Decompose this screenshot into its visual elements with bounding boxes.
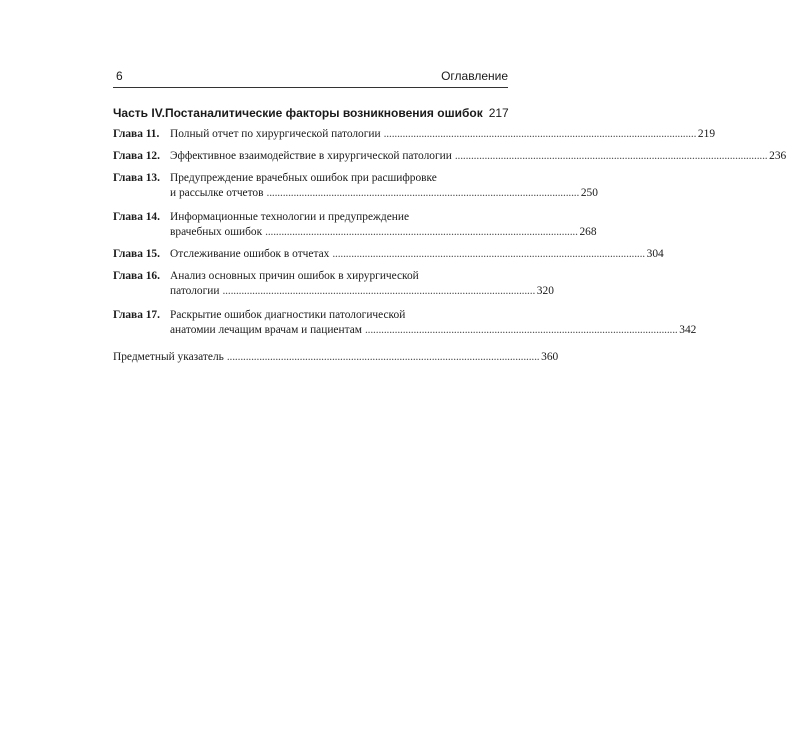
chapter-label: Глава 14. (113, 211, 160, 223)
chapter-title-line-1: Раскрытие ошибок диагностики патологической (170, 309, 406, 321)
dot-leader (332, 247, 643, 262)
part-label: Часть IV. (113, 106, 165, 120)
dot-leader (267, 186, 578, 201)
chapter-title-line-1: Предупреждение врачебных ошибок при расшифровке (170, 172, 437, 184)
chapter-title-line-2: анатомии лечащим врачам и пациентам (170, 324, 362, 336)
toc-entry-index (113, 350, 559, 365)
chapter-page: 219 (697, 128, 716, 140)
chapter-label: Глава 13. (113, 172, 160, 184)
toc-entry-chapter-16 (113, 269, 554, 299)
dot-leader (455, 149, 766, 164)
chapter-label: Глава 17. (113, 309, 160, 321)
chapter-label: Глава 16. (113, 270, 160, 282)
dot-leader (227, 350, 538, 365)
part-page: 217 (488, 106, 509, 120)
table-of-contents (113, 98, 786, 365)
running-header (113, 69, 508, 87)
chapter-page: 236 (769, 150, 786, 162)
chapter-title: Полный отчет по хирургической патологии (170, 128, 381, 140)
chapter-page: 268 (579, 226, 597, 238)
toc-entry-chapter-15 (113, 247, 664, 262)
chapter-label: Глава 15. (113, 248, 160, 260)
chapter-title-line-2: врачебных ошибок (170, 226, 263, 238)
dot-leader (265, 225, 576, 240)
chapter-label: Глава 11. (113, 128, 160, 140)
chapter-page: 342 (679, 324, 697, 336)
chapter-page: 304 (646, 248, 664, 260)
index-title: Предметный указатель (113, 351, 224, 363)
toc-entry-chapter-11 (113, 127, 716, 142)
toc-entry-chapter-12 (113, 149, 786, 164)
toc-entry-chapter-17 (113, 308, 697, 338)
page-number: 6 (116, 69, 123, 83)
index-page: 360 (541, 351, 559, 363)
dot-leader (365, 323, 676, 338)
section-title: Оглавление (441, 69, 508, 83)
chapter-page: 250 (580, 187, 598, 199)
toc-part-entry (113, 98, 508, 120)
toc-entry-chapter-13 (113, 171, 598, 201)
part-title: Постаналитические факторы возникновения ошибок (164, 106, 483, 120)
header-rule (113, 87, 508, 88)
toc-entry-chapter-14 (113, 210, 597, 240)
chapter-title-line-1: Анализ основных причин ошибок в хирургической (170, 270, 419, 282)
chapter-page: 320 (536, 285, 554, 297)
chapter-title-line-2: патологии (170, 285, 220, 297)
chapter-label: Глава 12. (113, 150, 160, 162)
dot-leader (222, 284, 533, 299)
chapter-title-line-2: и рассылке отчетов (170, 187, 264, 199)
chapter-title: Отслеживание ошибок в отчетах (170, 248, 330, 260)
chapter-title-line-1: Информационные технологии и предупреждение (170, 211, 409, 223)
chapter-title: Эффективное взаимодействие в хирургической патологии (170, 150, 452, 162)
dot-leader (384, 127, 695, 142)
